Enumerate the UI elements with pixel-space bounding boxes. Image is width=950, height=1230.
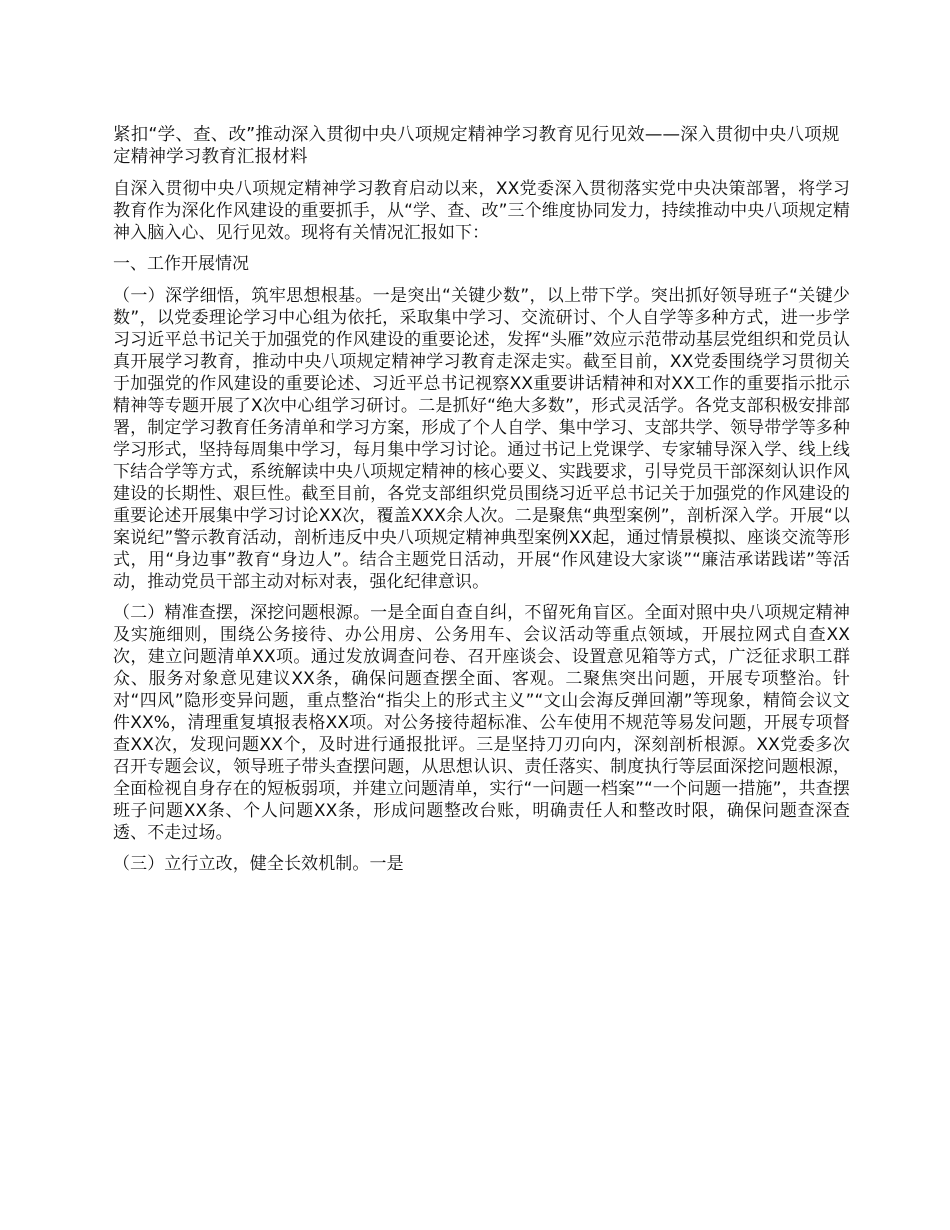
section-heading-work-progress: 一、工作开展情况 bbox=[113, 254, 249, 274]
document-title: 紧扣“学、查、改”推动深入贯彻中央八项规定精神学习教育见行见效——深入贯彻中央八项规定精神学习教育汇报材料 bbox=[113, 125, 840, 167]
paragraph-inspection: （二）精准查摆，深挖问题根源。一是全面自查自纠，不留死角盲区。全面对照中央八项规定精神及实施细则，围绕公务接待、办公用房、公务用车、会议活动等重点领域，开展拉网式自查XX次，建立问题清单XX项。通过发放调查问卷、召开座谈会、设置意见箱等方式，广泛征求职工群众、服务对象意见建议XX条，确保问题查摆全面、客观。二聚焦突出问题，开展专项整治。针对“四风”隐形变异问题，重点整治“指尖上的形式主义”“文山会海反弹回潮”等现象，精简会议文件XX%，清理重复填报表格XX项。对公务接待超标准、公车使用不规范等易发问题，开展专项督查XX次，发现问题XX个，及时进行通报批评。三是坚持刀刃向内，深刻剖析根源。XX党委多次召开专题会议，领导班子带头查摆问题，从思想认识、责任落实、制度执行等层面深挖问题根源，全面检视自身存在的短板弱项，并建立问题清单，实行“一问题一档案”“一个问题一措施”，共查摆班子问题XX条、个人问题XX条，形成问题整改台账，明确责任人和整改时限，确保问题查深查透、不走过场。 bbox=[113, 603, 850, 843]
intro-paragraph: 自深入贯彻中央八项规定精神学习教育启动以来，XX党委深入贯彻落实党中央决策部署，将学习教育作为深化作风建设的重要抓手，从“学、查、改”三个维度协同发力，持续推动中央八项规定精神入脑入心、见行见效。现将有关情况汇报如下： bbox=[113, 179, 850, 243]
paragraph-study: （一）深学细悟，筑牢思想根基。一是突出“关键少数”，以上带下学。突出抓好领导班子“关键少数”，以党委理论学习中心组为依托，采取集中学习、交流研讨、个人自学等多种方式，进一步学习习近平总书记关于加强党的作风建设的重要论述，发挥“头雁”效应示范带动基层党组织和党员认真开展学习教育，推动中央八项规定精神学习教育走深走实。截至目前，XX党委围绕学习贯彻关于加强党的作风建设的重要论述、习近平总书记视察XX重要讲话精神和对XX工作的重要指示批示精神等专题开展了X次中心组学习研讨。二是抓好“绝大多数”，形式灵活学。各党支部积极安排部署，制定学习教育任务清单和学习方案，形成了个人自学、集中学习、支部共学、领导带学等多种学习形式，坚持每周集中学习，每月集中学习讨论。通过书记上党课学、专家辅导深入学、线上线下结合学等方式，系统解读中央八项规定精神的核心要义、实践要求，引导党员干部深刻认识作风建设的长期性、艰巨性。截至目前，各党支部组织党员围绕习近平总书记关于加强党的作风建设的重要论述开展集中学习讨论XX次，覆盖XXX余人次。二是聚焦“典型案例”，剖析深入学。开展“以案说纪”警示教育活动，剖析违反中央八项规定精神典型案例XX起，通过情景模拟、座谈交流等形式，用“身边事”教育“身边人”。结合主题党日活动，开展“作风建设大家谈”“廉洁承诺践诺”等活动，推动党员干部主动对标对表，强化纪律意识。 bbox=[113, 286, 850, 592]
paragraph-rectification: （三）立行立改，健全长效机制。一是 bbox=[113, 854, 404, 874]
document-page bbox=[113, 124, 850, 884]
